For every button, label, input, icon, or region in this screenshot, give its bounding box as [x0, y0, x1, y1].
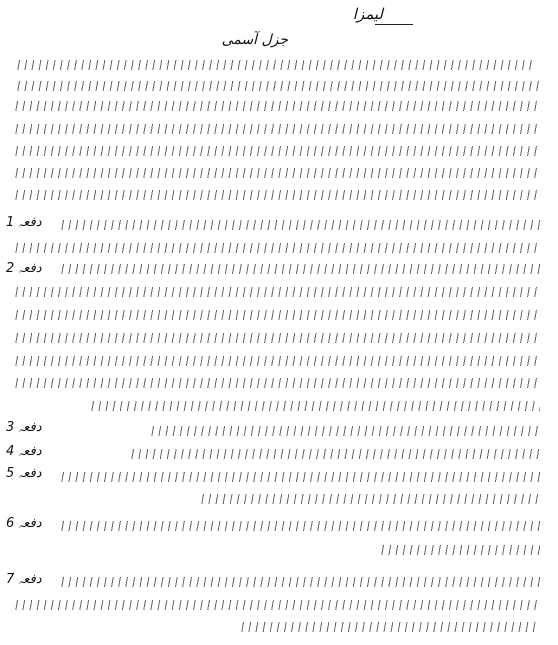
article-line [60, 521, 540, 531]
article-line [14, 333, 540, 343]
article-line [90, 401, 540, 411]
header-underline [375, 24, 413, 25]
article-line [240, 622, 540, 632]
preamble-line [14, 190, 540, 200]
article-line [14, 287, 540, 297]
preamble-line [14, 101, 540, 111]
heading: ﺟﺰﻝ ﺍٓﺳﻤﯽ [221, 32, 288, 48]
preamble-line [14, 124, 540, 134]
article-3-label: ﺩﻓﻌﮧ 3 [6, 420, 42, 435]
preamble-line [14, 146, 540, 156]
article-6-label: ﺩﻓﻌﮧ 6 [6, 516, 42, 531]
article-line [200, 494, 540, 504]
article-line [14, 356, 540, 366]
article-line [60, 577, 540, 587]
article-line [380, 545, 540, 555]
article-line [60, 264, 540, 274]
article-line [14, 378, 540, 388]
article-7-label: ﺩﻓﻌﮧ 7 [6, 572, 42, 587]
article-4-label: ﺩﻓﻌﮧ 4 [6, 444, 42, 459]
preamble-line [14, 168, 540, 178]
article-line [130, 449, 540, 459]
preamble-line [16, 60, 536, 70]
article-line [14, 310, 540, 320]
article-line [14, 600, 540, 610]
article-line [14, 243, 540, 253]
header-title: ﻟﯿﻤﺰﺍ [352, 5, 383, 23]
article-line [60, 220, 540, 230]
article-5-label: ﺩﻓﻌﮧ 5 [6, 466, 42, 481]
article-1-label: ﺩﻓﻌﮧ 1 [6, 215, 42, 230]
article-2-label: ﺩﻓﻌﮧ 2 [6, 261, 42, 276]
article-line [60, 472, 540, 482]
preamble-line [16, 81, 540, 91]
article-line [150, 426, 540, 436]
